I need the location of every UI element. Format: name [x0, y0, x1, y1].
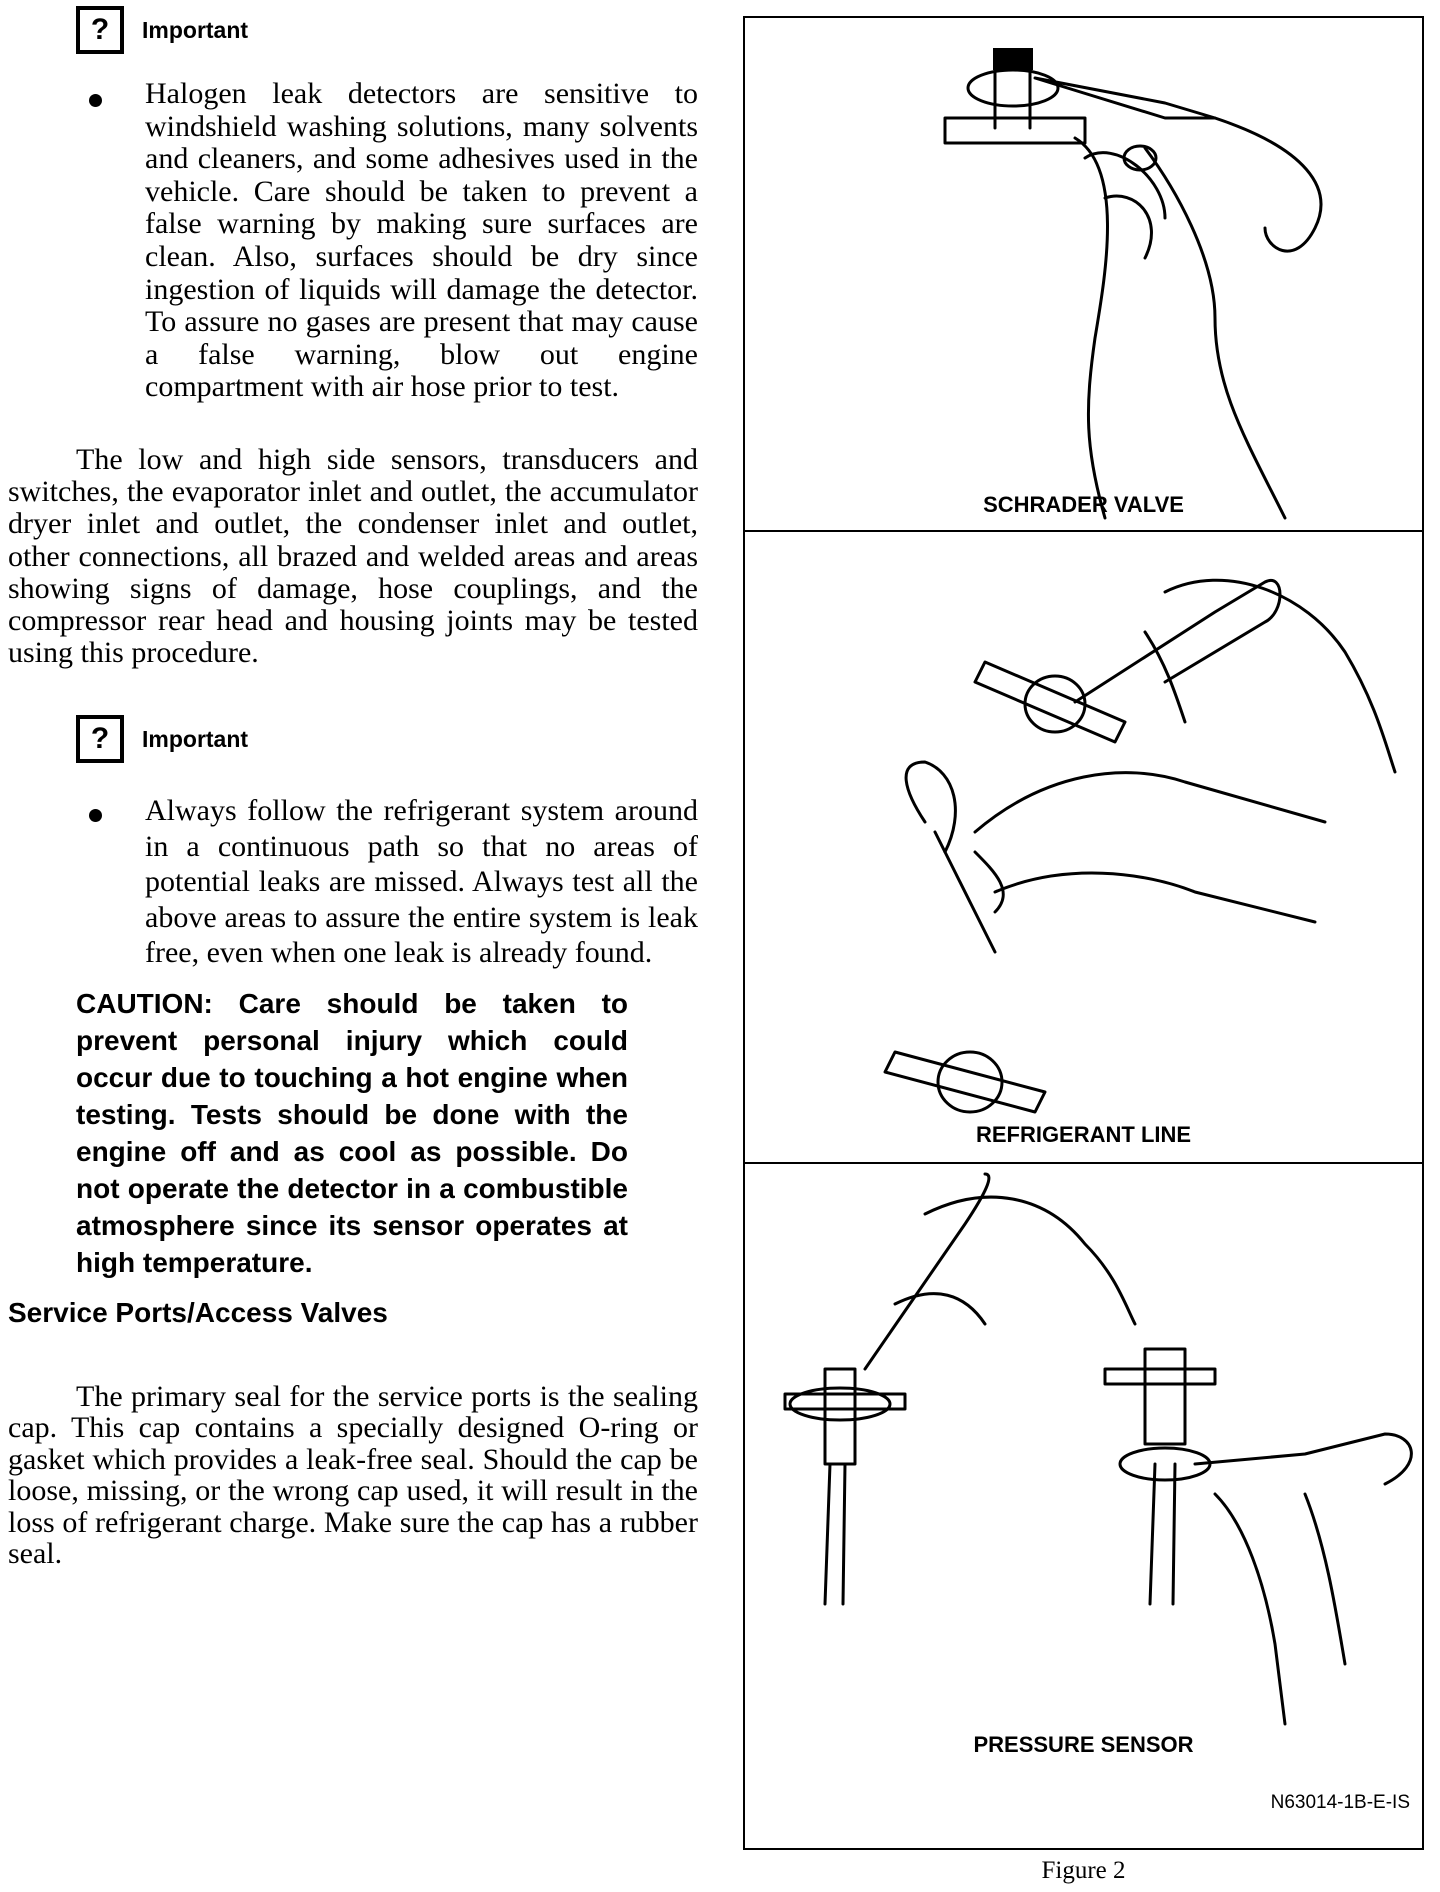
body-paragraph-tested-areas: The low and high side sensors, transducers and switches, the evaporator inlet and outlet, the accumulator dryer inlet and outlet, the condenser inlet and outlet, other connections, all brazed and welded areas and areas showing signs of damage, hose couplings, and the compressor rear head and housing joints may be tested using this procedure. [8, 442, 698, 670]
important-callout-2 [8, 709, 698, 769]
important-bullet-text: Always follow the refrigerant system around in a continuous path so that no areas of potential leaks are missed. Always test all the above areas to assure the entire system is leak free, even when one leak is already found. [145, 794, 698, 970]
figure-panel-pressure-sensor [745, 1164, 1422, 1850]
refrigerant-line-illustration [745, 532, 1422, 1162]
important-icon-glyph: ? [90, 722, 110, 756]
important-icon [76, 715, 124, 763]
figure-panel-schrader-valve [745, 18, 1422, 530]
panel-label: PRESSURE SENSOR [973, 1732, 1194, 1757]
figure-frame [743, 16, 1424, 1850]
left-column [8, 0, 698, 1570]
bullet-icon [89, 94, 102, 107]
important-icon-glyph: ? [90, 13, 110, 46]
important-icon [76, 6, 124, 54]
caution-block [8, 985, 628, 1281]
section-heading: Service Ports/Access Valves [8, 1296, 388, 1328]
figure-caption: Figure 2 [1041, 1857, 1126, 1884]
caution-text: CAUTION: Care should be taken to prevent personal injury which could occur due to touching a hot engine when testing. Tests should be done with the engine off and as cool as possible. Do not operate the detector in a combustible atmosphere since its sensor operates at high temperature. [76, 987, 628, 1278]
figure-code: N63014-1B-E-IS [1270, 1792, 1410, 1813]
figure-panel-refrigerant-line [745, 532, 1422, 1162]
important-bullet-2 [8, 793, 698, 971]
important-label: Important [142, 16, 249, 43]
important-callout-1 [8, 0, 698, 60]
important-bullet-1 [8, 78, 698, 404]
schrader-valve-illustration [745, 18, 1422, 530]
body-paragraph-sealing-cap: The primary seal for the service ports is the sealing cap. This cap contains a specially designed O-ring or gasket which provides a leak-free seal. Should the cap be loose, missing, or the wrong cap used, it will result in the loss of refrigerant charge. Make sure the cap has a rubber seal. [8, 1379, 698, 1571]
panel-label: SCHRADER VALVE [983, 492, 1184, 517]
bullet-icon [89, 809, 102, 822]
important-label: Important [142, 725, 249, 752]
panel-label: REFRIGERANT LINE [975, 1122, 1192, 1147]
important-bullet-text: Halogen leak detectors are sensitive to windshield washing solutions, many solvents and cleaners, and some adhesives used in the vehicle. Care should be taken to prevent a false warning by making sure surfaces are clean. Also, surfaces should be dry since ingestion of liquids will damage the detector. To assure no gases are present that may cause a false warning, blow out engine compartment with air hose prior to test. [145, 77, 698, 404]
